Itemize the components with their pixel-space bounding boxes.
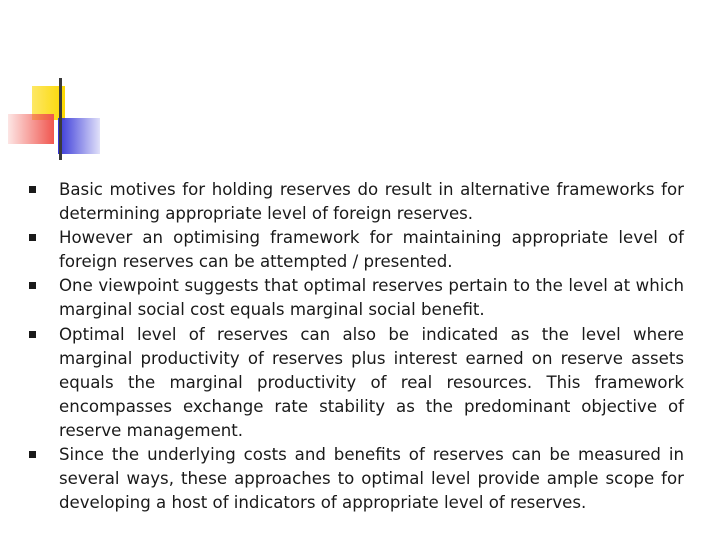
- bullet-text: However an optimising framework for maintaining appropriate level of foreign reserves can be attempted / presented.: [59, 228, 684, 272]
- bullet-text: Basic motives for holding reserves do result in alternative frameworks for determining appropriate level of foreign reserves.: [59, 180, 684, 224]
- bullet-square-icon: [29, 451, 36, 458]
- red-square: [8, 114, 54, 144]
- list-item: [0, 323, 684, 443]
- bullet-text: One viewpoint suggests that optimal reserves pertain to the level at which marginal social cost equals marginal social benefit.: [59, 276, 684, 320]
- title-decoration: [0, 0, 720, 170]
- bullet-square-icon: [29, 234, 36, 241]
- bullet-square-icon: [29, 186, 36, 193]
- bullet-text: Since the underlying costs and benefits of reserves can be measured in several ways, these approaches to optimal level provide ample scope for developing a host of indicators of appropriate level of reserves.: [59, 445, 684, 513]
- list-item: [0, 178, 684, 226]
- list-item: [0, 226, 684, 274]
- list-item: [0, 443, 684, 515]
- bullet-list: [0, 178, 720, 515]
- bullet-square-icon: [29, 331, 36, 338]
- blue-square: [58, 118, 100, 154]
- bullet-square-icon: [29, 282, 36, 289]
- list-item: [0, 274, 684, 322]
- bullet-text: Optimal level of reserves can also be indicated as the level where marginal productivity of reserves plus interest earned on reserve assets equals the marginal productivity of real resources. This framework encompasses exchange rate stability as the predominant objective of reserve management.: [59, 324, 684, 440]
